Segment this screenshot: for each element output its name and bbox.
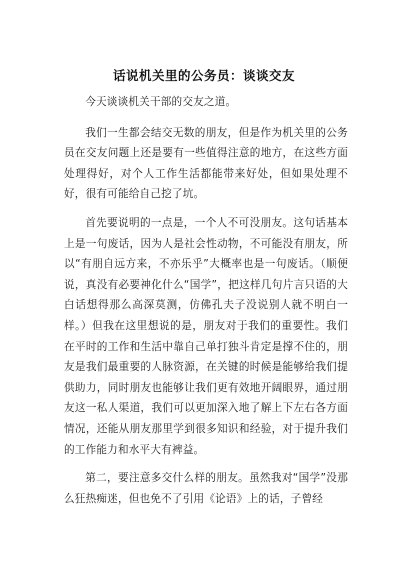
paragraph-2: 首先要说明的一点是，一个人不可没朋友。这句话基本上是一句废话，因为人是社会性动物，不可能没有朋友，所以“有朋自远方来，不亦乐乎”大概率也是一句废话。（顺便说，真没有必要神化什么“国学”，把这样几句片言只语的大白话想得那么高深莫测，仿佛孔夫子没说别人就不明白一样。）但我在这里想说的是，朋友对于我们的重要性。我们在平时的工作和生活中靠自己单打独斗肯定是撑不住的，朋友是我们最重要的人脉资源，在关键的时候是能够给我们提供助力，同时朋友也能够让我们更有效地开阔眼界，通过朋友这一私人渠道，我们可以更加深入地了解上下左右各方面情况，还能从朋友那里学到很多知识和经验，对于提升我们的工作能力和水平大有裨益。 (64, 216, 348, 456)
paragraph-3: 第二，要注意多交什么样的朋友。虽然我对“国学”没那么狂热痴迷，但也免不了引用《论语》上的话，子曾经 (64, 472, 348, 505)
document-title: 话说机关里的公务员：谈谈交友 (112, 68, 295, 83)
paragraph-1: 我们一生都会结交无数的朋友，但是作为机关里的公务员在交友问题上还是要有一些值得注意的地方，在这些方面处理得好，对个人工作生活都能带来好处，但如果处理不好，很有可能给自己挖了坑。 (64, 126, 348, 201)
document-body (64, 92, 348, 517)
paragraph-intro: 今天谈谈机关干部的交友之道。 (85, 96, 237, 108)
